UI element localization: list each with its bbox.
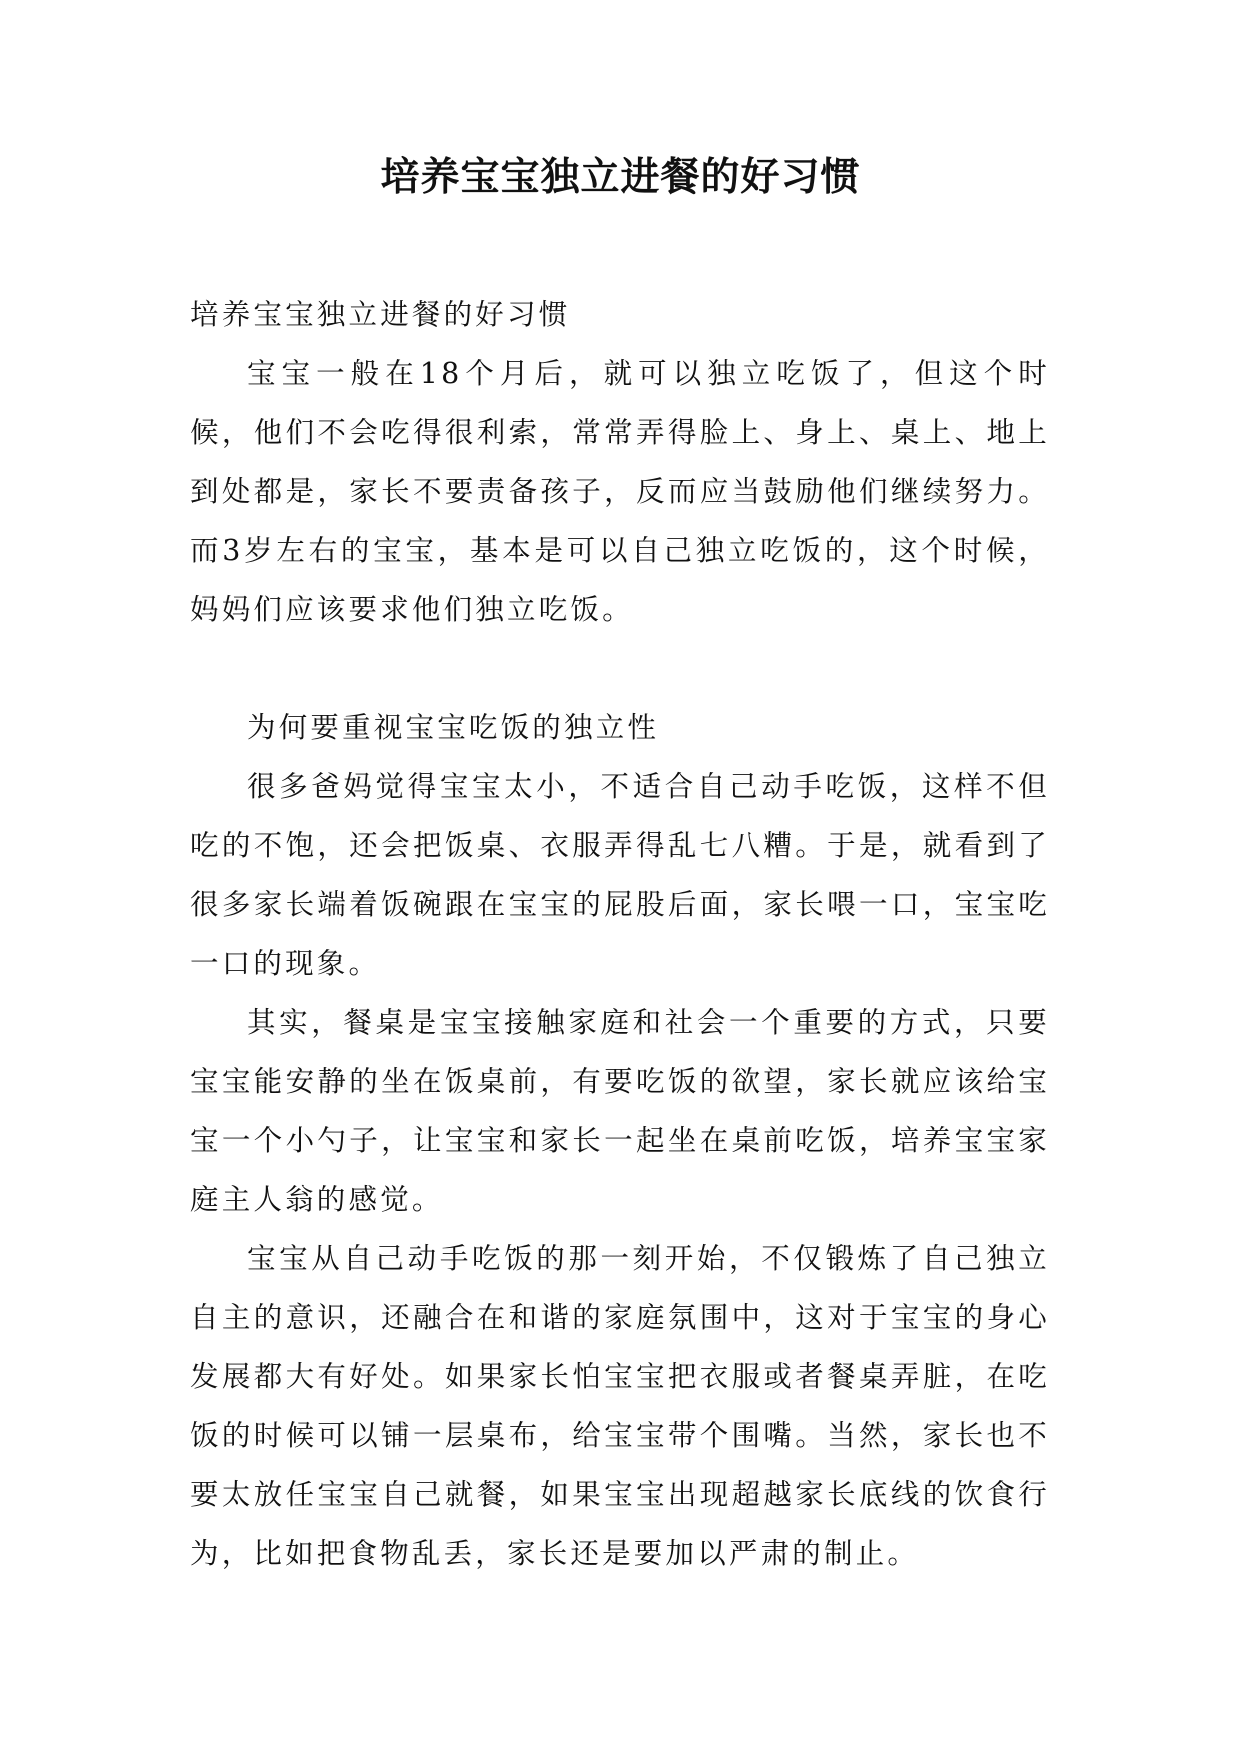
paragraph: 很多爸妈觉得宝宝太小，不适合自己动手吃饭，这样不但吃的不饱，还会把饭桌、衣服弄得乱七八糟。于是，就看到了很多家长端着饭碗跟在宝宝的屁股后面，家长喂一口，宝宝吃一口的现象。 (190, 770, 1050, 980)
document-body (190, 285, 1050, 1583)
paragraph: 宝宝一般在18个月后，就可以独立吃饭了，但这个时候，他们不会吃得很利索，常常弄得脸上、身上、桌上、地上到处都是，家长不要责备孩子，反而应当鼓励他们继续努力。而3岁左右的宝宝，基本是可以自己独立吃饭的，这个时候，妈妈们应该要求他们独立吃饭。 (190, 357, 1050, 626)
paragraph: 其实，餐桌是宝宝接触家庭和社会一个重要的方式，只要宝宝能安静的坐在饭桌前，有要吃饭的欲望，家长就应该给宝宝一个小勺子，让宝宝和家长一起坐在桌前吃饭，培养宝宝家庭主人翁的感觉。 (190, 1006, 1050, 1216)
document-title: 培养宝宝独立进餐的好习惯 (380, 155, 861, 200)
paragraph: 宝宝从自己动手吃饭的那一刻开始，不仅锻炼了自己独立自主的意识，还融合在和谐的家庭氛围中，这对于宝宝的身心发展都大有好处。如果家长怕宝宝把衣服或者餐桌弄脏，在吃饭的时候可以铺一层桌布，给宝宝带个围嘴。当然，家长也不要太放任宝宝自己就餐，如果宝宝出现超越家长底线的饮食行为，比如把食物乱丢，家长还是要加以严肃的制止。 (190, 1242, 1050, 1570)
paragraph-subtitle: 培养宝宝独立进餐的好习惯 (190, 298, 571, 331)
section-heading: 为何要重视宝宝吃饭的独立性 (247, 711, 660, 744)
